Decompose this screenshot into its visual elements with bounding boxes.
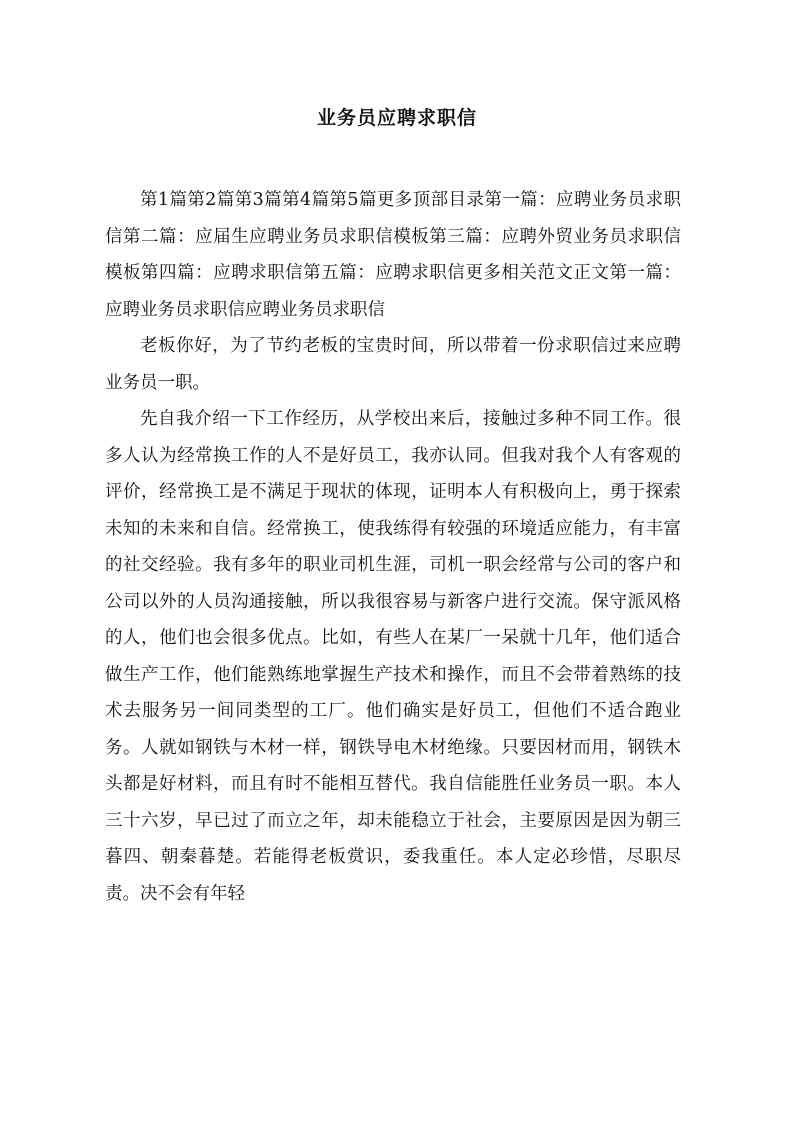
paragraph-table-of-contents: 第1篇第2篇第3篇第4篇第5篇更多顶部目录第一篇：应聘业务员求职信第二篇：应届生应聘业务员求职信模板第三篇：应聘外贸业务员求职信模板第四篇：应聘求职信第五篇：应聘求职信更多相关范文正文第一篇：应聘业务员求职信应聘业务员求职信 (105, 190, 681, 320)
document-body (105, 182, 681, 912)
paragraph-self-introduction: 先自我介绍一下工作经历，从学校出来后，接触过多种不同工作。很多人认为经常换工作的人不是好员工，我亦认同。但我对我个人有客观的评价，经常换工是不满足于现状的体现，证明本人有积极向上，勇于探索未知的未来和自信。经常换工，使我练得有较强的环境适应能力，有丰富的社交经验。我有多年的职业司机生涯，司机一职会经常与公司的客户和公司以外的人员沟通接触，所以我很容易与新客户进行交流。保守派风格的人，他们也会很多优点。比如，有些人在某厂一呆就十几年，他们适合做生产工作，他们能熟练地掌握生产技术和操作，而且不会带着熟练的技术去服务另一间同类型的工厂。他们确实是好员工，但他们不适合跑业务。人就如钢铁与木材一样，钢铁导电木材绝缘。只要因材而用，钢铁木头都是好材料，而且有时不能相互替代。我自信能胜任业务员一职。本人三十六岁，早已过了而立之年，却未能稳立于社会，主要原因是因为朝三暮四、朝秦暮楚。若能得老板赏识，委我重任。本人定必珍惜，尽职尽责。决不会有年轻 (105, 409, 681, 904)
document-title: 业务员应聘求职信 (316, 107, 477, 129)
paragraph-greeting: 老板你好，为了节约老板的宝贵时间，所以带着一份求职信过来应聘业务员一职。 (105, 336, 681, 393)
